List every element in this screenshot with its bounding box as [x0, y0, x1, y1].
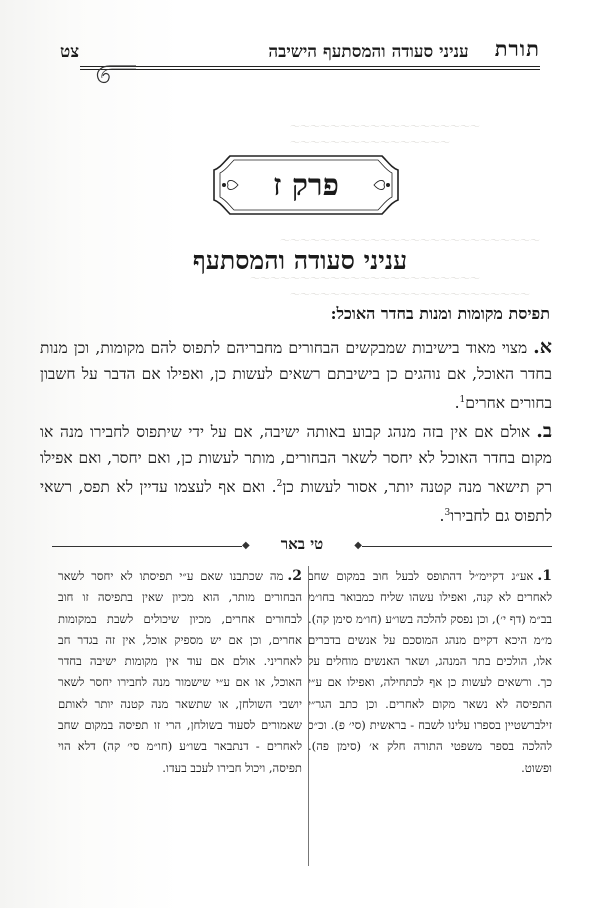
footnote-ref[interactable]: 2 [276, 479, 283, 489]
scroll-ornament-icon [92, 60, 136, 94]
footnote-1 [308, 566, 552, 779]
paragraph-b [40, 418, 552, 529]
bleed-through-line: ～～～～～～～～～～～～～～～～～～～～～～～～～～ [280, 236, 540, 247]
divider-ornament-icon: ◆ [242, 540, 250, 551]
bleed-through-line: ～～～～～～～～～～～～～～～～ [290, 138, 450, 149]
footnote-number: 2. [287, 568, 302, 584]
sub-heading: תפיסת מקומות ומנות בחדר האוכל: [330, 304, 550, 323]
footnotes-heading: טי באר [273, 535, 331, 554]
footnote-2 [58, 566, 302, 779]
footnote-ref[interactable]: 3 [444, 508, 451, 519]
divider-rule [52, 546, 242, 547]
running-subject: עניני סעודה והמסתעף הישיבה [268, 42, 469, 62]
footnotes-divider [52, 536, 552, 558]
page-number: צט [60, 42, 80, 62]
chapter-frame [208, 150, 404, 220]
paragraph-letter: א. [533, 336, 552, 358]
paragraph-text-continued: . ואם אף לעצמו עדיין לא תפס, רשאי לתפוס גם לחבירו [40, 478, 552, 526]
section-title: עניני סעודה והמסתעף [192, 246, 408, 275]
paragraph-letter: ב. [536, 420, 552, 442]
bleed-through-line: ～～～～～～～～～～～～～～～～～～～～～～～～ [290, 290, 530, 301]
running-header [60, 28, 540, 62]
chapter-title: פרק ז [273, 167, 339, 203]
bleed-through-line: ～～～～～～～～～～～～～～～～～～～ [290, 122, 480, 133]
footnote-text: אע״ג דקיימ״ל דהתופס לבעל חוב במקום שחב לאחרים לא קנה, ואפילו עשהו שליח כמבואר בחו״מ בב״מ (דף י׳), וכן נפסק להלכה בשו״ע (חו״מ סימן קה). מ״מ היכא דקיים מנהג המוסכם על אנשים בדברים אלו, הולכים בתר המנהג, ושאר האנשים מוחלים על כך. ורשאים לעשות כן אף לכתחילה, ואפילו אם ע״י התפיסה לא נשאר מקום לאחרים. וכן כתב הגר״י זילברשטיין בספרו עלינו לשבח - בראשית (סי׳ פ). וכ״כ להלכה בספר משפטי התורה חלק א׳ (סימן פה). ופשוט. [308, 569, 552, 775]
bleed-through-line: ～～～～～～～～～～～～～～～～～～～～～～～ [250, 274, 480, 285]
divider-ornament-icon: ◆ [354, 540, 362, 551]
footnote-number: 1. [537, 568, 552, 584]
footnote-ref[interactable]: 1 [459, 395, 466, 405]
paragraph-text: מצוי מאוד בישיבות שמבקשים הבחורים מחבריהם לתפוס להם מקומות, וכן מנות בחדר האוכל, אם נוהגים כן בישיבתם רשאים לעשות כן, ואפילו אם הדבר על חשבון בחורים אחרים [40, 339, 552, 413]
header-rule [80, 66, 540, 70]
book-title: תורת [494, 36, 540, 61]
paragraph-end: . [439, 507, 445, 526]
column-separator [308, 566, 309, 866]
paragraph-end: . [454, 394, 460, 413]
paragraph-text: אולם אם אין בזה מנהג קבוע באותה ישיבה, אם על ידי שיתפוס לחבירו מנה או מקום בחדר האוכל לא יחסר לשאר הבחורים, מותר לעשות כן, ואם יחסר, ואם אפילו רק תישאר מנה קטנה יותר, אסור לעשות כן [40, 423, 552, 497]
divider-rule [362, 546, 552, 547]
paragraph-a [40, 334, 552, 416]
footnote-text: מה שכתבנו שאם ע״י תפיסתו לא יחסר לשאר הבחורים מותר, הוא מכיון שאין בתפיסה זו חוב לבחורים אחרים, מכיון שיכולים לשבת במקומות אחרים, וכן אם יש מספיק אוכל, אין זה בגדר חב לאחריני. אולם אם עוד אין מקומות ישיבה בחדר האוכל, או אם ע״י שישמור מנה לחבירו יחסר לשאר יושבי השולחן, או שתשאר מנה קטנה יותר לאותם שאמורים לסעוד בשולחן, הרי זו תפיסה במקום שחב לאחרים - דנתבאר בשו״ע (חו״מ סי׳ קה) דלא הוי תפיסה, ויכול חבירו לעכב בעדו. [58, 569, 302, 775]
